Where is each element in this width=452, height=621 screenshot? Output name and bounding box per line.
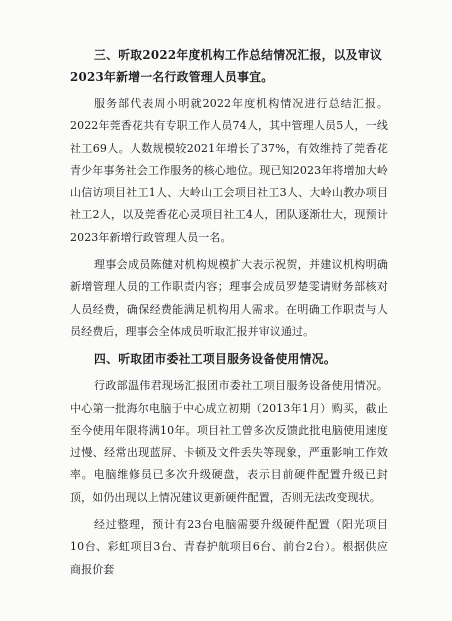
section-4-paragraph-2: 经过整理，预计有23台电脑需要升级硬件配置（阳光项目10台、彩虹项目3台、青春护航项目6台、前台2台）。根据供应商报价套: [70, 518, 388, 576]
section-4-heading: 四、听取团市委社工项目服务设备使用情况。: [94, 352, 336, 367]
section-3-paragraph-1: 服务部代表周小明就2022年度机构情况进行总结汇报。2022年莞香花共有专职工作人员74人，其中管理人员5人，一线社工69人。人数规模较2021年增长了37%，有效维持了莞香花青少年事务社会工作服务的核心地位。现已知2023年将增加大岭山信访项目社工1人、大岭山工会项目社工3人、大岭山教办项目社工2人，以及莞香花心灵项目社工4人，团队逐渐壮大，现预计2023年新增行政管理人员一名。: [70, 97, 388, 244]
document-body: [70, 44, 388, 586]
section-3-paragraph-2: 理事会成员陈健对机构规模扩大表示祝贺，并建议机构明确新增管理人员的工作职责内容；理事会成员罗楚雯请财务部核对人员经费，确保经费能满足机构用人需求。在明确工作职责与人员经费后，理事会全体成员听取汇报并审议通过。: [70, 258, 388, 338]
section-4-paragraph-1: 行政部温伟君现场汇报团市委社工项目服务设备使用情况。中心第一批海尔电脑于中心成立初期（2013年1月）购买，截止至今使用年限将满10年。项目社工曾多次反馈此批电脑使用速度过慢、经常出现蓝屏、卡顿及文件丢失等现象，严重影响工作效率。电脑维修员已多次升级硬盘，表示目前硬件配置升级已封顶，如仍出现以上情况建议更新硬件配置，否则无法改变现状。: [70, 379, 388, 504]
section-3-heading: 三、听取2022年度机构工作总结情况汇报，以及审议2023年新增一名行政管理人员事宜。: [70, 48, 383, 84]
